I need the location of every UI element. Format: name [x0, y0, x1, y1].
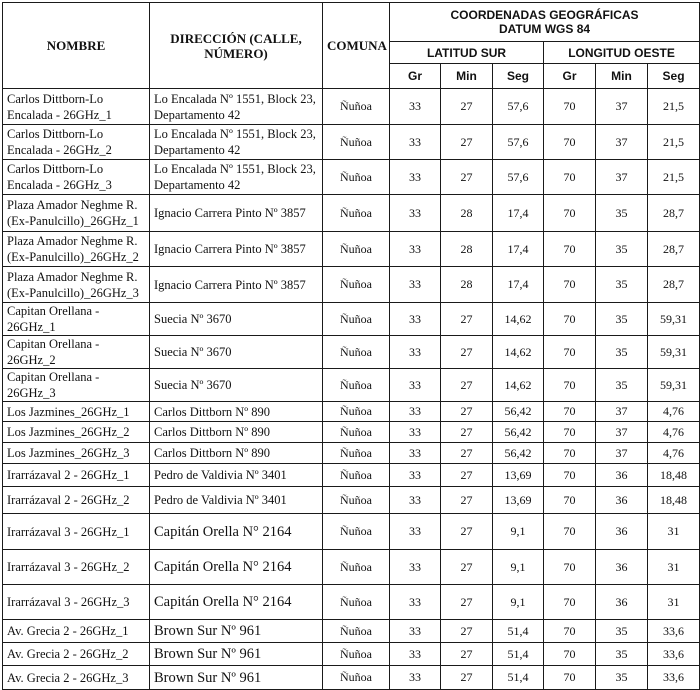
cell-lat-gr: 33 [390, 89, 441, 125]
cell-lat-seg: 56,42 [493, 402, 544, 422]
cell-nombre: Av. Grecia 2 - 26GHz_3 [3, 666, 150, 690]
table-row [3, 643, 700, 666]
cell-lon-gr: 70 [544, 125, 596, 160]
header-coordenadas-line2: DATUM WGS 84 [498, 22, 591, 36]
cell-comuna: Ñuñoa [323, 195, 390, 232]
table-row [3, 620, 700, 643]
cell-lon-gr: 70 [544, 666, 596, 690]
table-row [3, 267, 700, 303]
table-row [3, 232, 700, 267]
cell-lon-seg: 31 [648, 585, 700, 620]
cell-nombre: Capitan Orellana - 26GHz_2 [3, 336, 150, 369]
cell-lon-min: 35 [596, 643, 648, 666]
cell-lon-gr: 70 [544, 160, 596, 195]
header-comuna: COMUNA [323, 3, 390, 89]
table-row [3, 402, 700, 422]
cell-lat-min: 28 [441, 267, 493, 303]
cell-nombre: Los Jazmines_26GHz_3 [3, 443, 150, 464]
cell-comuna: Ñuñoa [323, 666, 390, 690]
cell-direccion: Brown Sur Nº 961 [150, 643, 323, 666]
cell-lon-min: 35 [596, 195, 648, 232]
cell-direccion: Capitán Orella N° 2164 [150, 514, 323, 550]
cell-lat-seg: 17,4 [493, 195, 544, 232]
cell-lon-min: 37 [596, 160, 648, 195]
cell-lon-seg: 33,6 [648, 666, 700, 690]
cell-comuna: Ñuñoa [323, 232, 390, 267]
cell-lon-gr: 70 [544, 267, 596, 303]
cell-lon-min: 36 [596, 487, 648, 514]
cell-lon-gr: 70 [544, 514, 596, 550]
cell-lat-seg: 14,62 [493, 369, 544, 402]
cell-direccion: Capitán Orella N° 2164 [150, 550, 323, 585]
cell-comuna: Ñuñoa [323, 267, 390, 303]
cell-lat-min: 27 [441, 336, 493, 369]
table-row [3, 666, 700, 690]
cell-lon-seg: 28,7 [648, 195, 700, 232]
cell-lat-gr: 33 [390, 585, 441, 620]
cell-direccion: Pedro de Valdivia Nº 3401 [150, 464, 323, 487]
cell-lon-seg: 28,7 [648, 267, 700, 303]
table-row [3, 369, 700, 402]
cell-lon-seg: 33,6 [648, 643, 700, 666]
cell-lon-seg: 4,76 [648, 443, 700, 464]
cell-comuna: Ñuñoa [323, 464, 390, 487]
cell-direccion: Lo Encalada Nº 1551, Block 23, Departamento 42 [150, 125, 323, 160]
cell-lon-seg: 28,7 [648, 232, 700, 267]
cell-lon-gr: 70 [544, 643, 596, 666]
cell-comuna: Ñuñoa [323, 443, 390, 464]
coordinates-table [2, 2, 700, 690]
header-coordenadas [390, 3, 700, 42]
cell-direccion: Ignacio Carrera Pinto Nº 3857 [150, 232, 323, 267]
cell-comuna: Ñuñoa [323, 125, 390, 160]
cell-lat-min: 27 [441, 487, 493, 514]
cell-lat-seg: 57,6 [493, 125, 544, 160]
cell-lon-seg: 59,31 [648, 336, 700, 369]
cell-lat-seg: 57,6 [493, 89, 544, 125]
cell-lat-min: 27 [441, 585, 493, 620]
cell-lon-min: 37 [596, 422, 648, 443]
cell-lat-min: 27 [441, 514, 493, 550]
cell-lon-seg: 21,5 [648, 160, 700, 195]
cell-lon-gr: 70 [544, 464, 596, 487]
cell-lon-seg: 4,76 [648, 402, 700, 422]
table-row [3, 585, 700, 620]
cell-comuna: Ñuñoa [323, 643, 390, 666]
cell-nombre: Irarrázaval 2 - 26GHz_2 [3, 487, 150, 514]
cell-comuna: Ñuñoa [323, 620, 390, 643]
cell-lat-seg: 56,42 [493, 422, 544, 443]
table-row [3, 303, 700, 336]
cell-lat-seg: 57,6 [493, 160, 544, 195]
header-latitud: LATITUD SUR [390, 42, 544, 64]
cell-lon-min: 35 [596, 303, 648, 336]
table-row [3, 487, 700, 514]
table-body [3, 89, 700, 690]
cell-lon-gr: 70 [544, 195, 596, 232]
cell-nombre: Carlos Dittborn-Lo Encalada - 26GHz_1 [3, 89, 150, 125]
cell-lon-gr: 70 [544, 443, 596, 464]
cell-lon-gr: 70 [544, 422, 596, 443]
cell-direccion: Ignacio Carrera Pinto Nº 3857 [150, 195, 323, 232]
cell-lon-min: 35 [596, 232, 648, 267]
header-lat-gr: Gr [390, 64, 441, 89]
header-coordenadas-line1: COORDENADAS GEOGRÁFICAS [450, 8, 639, 22]
cell-lat-min: 28 [441, 195, 493, 232]
table-header [3, 3, 700, 89]
cell-lat-min: 28 [441, 232, 493, 267]
cell-lat-gr: 33 [390, 550, 441, 585]
cell-direccion: Suecia Nº 3670 [150, 336, 323, 369]
cell-lat-seg: 13,69 [493, 464, 544, 487]
cell-nombre: Av. Grecia 2 - 26GHz_2 [3, 643, 150, 666]
cell-lon-gr: 70 [544, 620, 596, 643]
cell-lat-gr: 33 [390, 195, 441, 232]
cell-nombre: Plaza Amador Neghme R. (Ex-Panulcillo)_26GHz_1 [3, 195, 150, 232]
cell-direccion: Pedro de Valdivia Nº 3401 [150, 487, 323, 514]
header-lon-seg: Seg [648, 64, 700, 89]
cell-comuna: Ñuñoa [323, 514, 390, 550]
cell-lon-seg: 59,31 [648, 369, 700, 402]
table-row [3, 550, 700, 585]
cell-lon-seg: 31 [648, 514, 700, 550]
table-row [3, 89, 700, 125]
cell-lon-min: 35 [596, 267, 648, 303]
cell-lon-gr: 70 [544, 303, 596, 336]
cell-lon-seg: 33,6 [648, 620, 700, 643]
cell-lat-gr: 33 [390, 464, 441, 487]
cell-comuna: Ñuñoa [323, 487, 390, 514]
cell-lat-seg: 14,62 [493, 336, 544, 369]
cell-lon-seg: 31 [648, 550, 700, 585]
cell-comuna: Ñuñoa [323, 89, 390, 125]
cell-nombre: Los Jazmines_26GHz_1 [3, 402, 150, 422]
cell-lat-gr: 33 [390, 303, 441, 336]
cell-nombre: Irarrázaval 3 - 26GHz_1 [3, 514, 150, 550]
cell-lon-min: 37 [596, 402, 648, 422]
header-lon-gr: Gr [544, 64, 596, 89]
header-longitud: LONGITUD OESTE [544, 42, 700, 64]
cell-nombre: Los Jazmines_26GHz_2 [3, 422, 150, 443]
cell-direccion: Lo Encalada Nº 1551, Block 23, Departamento 42 [150, 89, 323, 125]
cell-lon-min: 35 [596, 666, 648, 690]
cell-comuna: Ñuñoa [323, 160, 390, 195]
header-direccion-text: DIRECCIÓN (CALLE, NÚMERO) [170, 30, 302, 61]
table-row [3, 125, 700, 160]
cell-comuna: Ñuñoa [323, 402, 390, 422]
cell-lat-min: 27 [441, 160, 493, 195]
cell-lon-seg: 4,76 [648, 422, 700, 443]
table-row [3, 514, 700, 550]
cell-lon-min: 36 [596, 585, 648, 620]
header-lat-min: Min [441, 64, 493, 89]
cell-lat-min: 27 [441, 464, 493, 487]
cell-lat-seg: 51,4 [493, 643, 544, 666]
cell-lon-gr: 70 [544, 89, 596, 125]
cell-lon-gr: 70 [544, 487, 596, 514]
cell-lat-seg: 51,4 [493, 666, 544, 690]
cell-nombre: Plaza Amador Neghme R. (Ex-Panulcillo)_26GHz_3 [3, 267, 150, 303]
cell-lat-seg: 56,42 [493, 443, 544, 464]
table-row [3, 464, 700, 487]
cell-lat-min: 27 [441, 125, 493, 160]
cell-direccion: Capitán Orella N° 2164 [150, 585, 323, 620]
cell-nombre: Irarrázaval 3 - 26GHz_3 [3, 585, 150, 620]
cell-lon-seg: 59,31 [648, 303, 700, 336]
cell-direccion: Suecia Nº 3670 [150, 303, 323, 336]
cell-comuna: Ñuñoa [323, 422, 390, 443]
cell-lat-gr: 33 [390, 369, 441, 402]
cell-lon-gr: 70 [544, 232, 596, 267]
cell-comuna: Ñuñoa [323, 585, 390, 620]
cell-direccion: Carlos Dittborn Nº 890 [150, 422, 323, 443]
header-lat-seg: Seg [493, 64, 544, 89]
cell-nombre: Carlos Dittborn-Lo Encalada - 26GHz_2 [3, 125, 150, 160]
cell-lon-seg: 18,48 [648, 464, 700, 487]
cell-nombre: Irarrázaval 3 - 26GHz_2 [3, 550, 150, 585]
cell-lat-min: 27 [441, 303, 493, 336]
cell-lat-seg: 9,1 [493, 585, 544, 620]
cell-nombre: Av. Grecia 2 - 26GHz_1 [3, 620, 150, 643]
header-nombre: NOMBRE [3, 3, 150, 89]
cell-lon-min: 36 [596, 464, 648, 487]
cell-lat-seg: 9,1 [493, 550, 544, 585]
cell-lon-min: 37 [596, 89, 648, 125]
cell-lat-seg: 51,4 [493, 620, 544, 643]
cell-lat-gr: 33 [390, 267, 441, 303]
cell-lat-min: 27 [441, 422, 493, 443]
table-row [3, 422, 700, 443]
cell-lon-seg: 18,48 [648, 487, 700, 514]
cell-lat-gr: 33 [390, 487, 441, 514]
cell-lat-gr: 33 [390, 514, 441, 550]
cell-lon-min: 36 [596, 514, 648, 550]
header-direccion [150, 3, 323, 89]
cell-lon-min: 35 [596, 620, 648, 643]
cell-lon-gr: 70 [544, 550, 596, 585]
cell-lon-gr: 70 [544, 336, 596, 369]
cell-lon-gr: 70 [544, 585, 596, 620]
cell-lat-min: 27 [441, 443, 493, 464]
cell-lon-min: 35 [596, 336, 648, 369]
cell-direccion: Carlos Dittborn Nº 890 [150, 443, 323, 464]
cell-nombre: Capitan Orellana - 26GHz_1 [3, 303, 150, 336]
cell-lon-gr: 70 [544, 369, 596, 402]
cell-comuna: Ñuñoa [323, 336, 390, 369]
cell-lat-min: 27 [441, 89, 493, 125]
cell-direccion: Carlos Dittborn Nº 890 [150, 402, 323, 422]
cell-direccion: Ignacio Carrera Pinto Nº 3857 [150, 267, 323, 303]
cell-lon-seg: 21,5 [648, 89, 700, 125]
cell-lat-seg: 9,1 [493, 514, 544, 550]
cell-nombre: Plaza Amador Neghme R. (Ex-Panulcillo)_26GHz_2 [3, 232, 150, 267]
cell-nombre: Carlos Dittborn-Lo Encalada - 26GHz_3 [3, 160, 150, 195]
cell-lat-min: 27 [441, 620, 493, 643]
cell-lon-min: 36 [596, 550, 648, 585]
cell-lon-gr: 70 [544, 402, 596, 422]
cell-lat-min: 27 [441, 643, 493, 666]
table-row [3, 336, 700, 369]
cell-lon-min: 37 [596, 125, 648, 160]
cell-lon-seg: 21,5 [648, 125, 700, 160]
cell-lat-gr: 33 [390, 422, 441, 443]
table-row [3, 160, 700, 195]
cell-nombre: Irarrázaval 2 - 26GHz_1 [3, 464, 150, 487]
cell-direccion: Brown Sur Nº 961 [150, 666, 323, 690]
cell-lat-gr: 33 [390, 336, 441, 369]
cell-lat-min: 27 [441, 550, 493, 585]
cell-lat-min: 27 [441, 402, 493, 422]
cell-lat-gr: 33 [390, 666, 441, 690]
cell-direccion: Suecia Nº 3670 [150, 369, 323, 402]
cell-direccion: Brown Sur Nº 961 [150, 620, 323, 643]
cell-lat-gr: 33 [390, 125, 441, 160]
cell-lat-gr: 33 [390, 620, 441, 643]
cell-lat-seg: 13,69 [493, 487, 544, 514]
cell-comuna: Ñuñoa [323, 369, 390, 402]
cell-lat-seg: 17,4 [493, 232, 544, 267]
cell-lat-seg: 17,4 [493, 267, 544, 303]
cell-lat-seg: 14,62 [493, 303, 544, 336]
cell-lat-gr: 33 [390, 643, 441, 666]
cell-lon-min: 35 [596, 369, 648, 402]
cell-direccion: Lo Encalada Nº 1551, Block 23, Departamento 42 [150, 160, 323, 195]
cell-lat-gr: 33 [390, 402, 441, 422]
cell-lat-min: 27 [441, 369, 493, 402]
cell-comuna: Ñuñoa [323, 303, 390, 336]
cell-lat-gr: 33 [390, 160, 441, 195]
cell-lat-min: 27 [441, 666, 493, 690]
cell-nombre: Capitan Orellana - 26GHz_3 [3, 369, 150, 402]
cell-lat-gr: 33 [390, 232, 441, 267]
header-lon-min: Min [596, 64, 648, 89]
cell-lat-gr: 33 [390, 443, 441, 464]
table-row [3, 443, 700, 464]
cell-comuna: Ñuñoa [323, 550, 390, 585]
table-row [3, 195, 700, 232]
cell-lon-min: 37 [596, 443, 648, 464]
